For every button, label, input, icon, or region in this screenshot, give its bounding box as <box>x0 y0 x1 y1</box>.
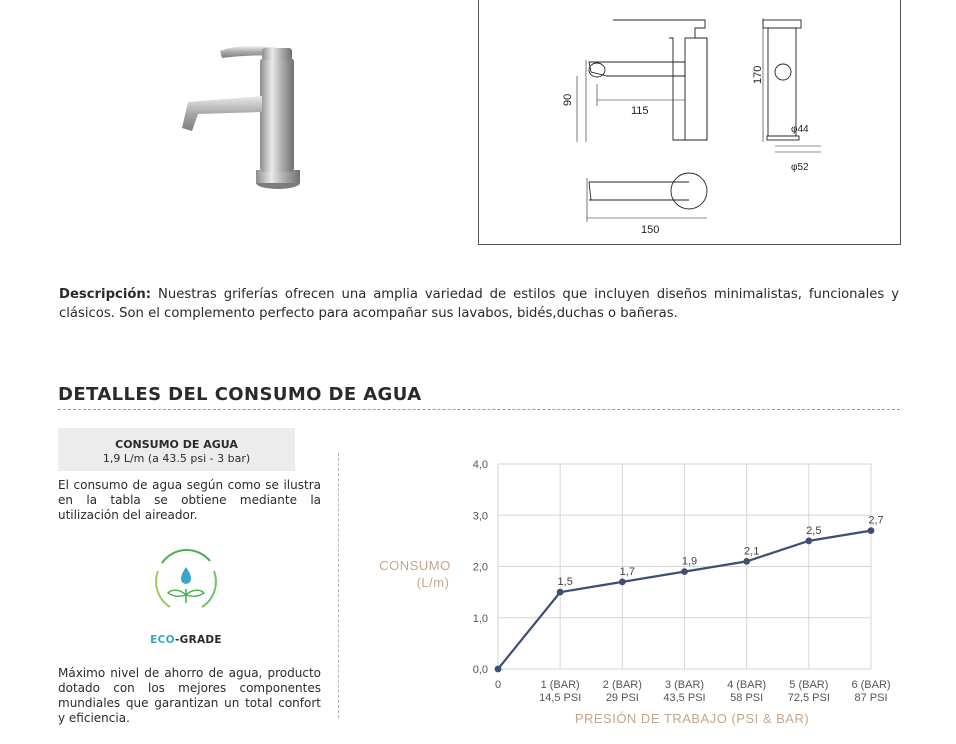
data-point <box>495 666 502 673</box>
chart-x-tick-labels <box>495 679 891 704</box>
consumption-box-title: CONSUMO DE AGUA <box>115 438 238 451</box>
x-tick-label: 3 (BAR) <box>664 679 705 691</box>
data-point <box>743 558 750 565</box>
consumption-chart <box>340 450 940 735</box>
data-point <box>868 527 875 534</box>
x-tick-sublabel: 43,5 PSI <box>663 692 706 704</box>
description-text: Nuestras griferías ofrecen una amplia variedad de estilos que incluyen diseños minimalistas, funcionales y clásicos. Son el complemento perfecto para acompañar sus lavabos, bidés,duchas o bañeras. <box>59 287 899 321</box>
x-tick-sublabel: 29 PSI <box>605 692 639 704</box>
y-tick-label: 1,0 <box>472 612 488 625</box>
chart-y-tick-labels <box>473 459 488 676</box>
data-point <box>681 568 688 575</box>
dim-170-label: 170 <box>752 65 764 84</box>
y-tick-label: 3,0 <box>472 510 488 523</box>
consumption-note: El consumo de agua según como se ilustra en la tabla se obtiene mediante la utilización del aireador. <box>58 478 321 522</box>
y-axis-title-line1: CONSUMO <box>379 558 451 573</box>
x-tick-sublabel: 72,5 PSI <box>787 692 830 704</box>
data-point <box>619 578 626 585</box>
data-point <box>557 589 564 596</box>
technical-drawing-frame <box>478 0 901 245</box>
x-tick-label: 5 (BAR) <box>789 679 829 691</box>
dim-44-label: φ44 <box>791 124 809 135</box>
dim-90-label: 90 <box>562 93 574 106</box>
technical-drawing <box>479 0 902 245</box>
column-divider <box>338 453 339 718</box>
dim-115-label: 115 <box>631 105 649 117</box>
product-description <box>59 285 899 323</box>
water-consumption-box <box>58 428 295 471</box>
dim-52-label: φ52 <box>791 162 809 173</box>
data-label: 2,5 <box>806 524 822 537</box>
saving-note: Máximo nivel de ahorro de agua, producto dotado con los mejores componentes mundiales que garantizan un total confort y eficiencia. <box>58 666 321 725</box>
eco-label-prefix: ECO <box>150 634 175 646</box>
x-tick-sublabel: 14,5 PSI <box>539 692 582 704</box>
y-tick-label: 2,0 <box>472 561 488 574</box>
eco-grade-icon <box>148 541 224 617</box>
dim-150-label: 150 <box>641 224 660 236</box>
consumption-box-value: 1,9 L/m (a 43.5 psi - 3 bar) <box>102 452 251 465</box>
eco-grade-label <box>148 634 224 646</box>
data-point <box>805 537 812 544</box>
x-tick-label: 1 (BAR) <box>540 679 580 691</box>
section-divider <box>58 409 900 410</box>
x-tick-label: 6 (BAR) <box>851 679 891 691</box>
section-title: DETALLES DEL CONSUMO DE AGUA <box>58 384 422 405</box>
data-label: 1,5 <box>557 576 573 589</box>
chart-data-labels <box>558 515 884 589</box>
data-label: 2,1 <box>744 545 760 558</box>
eco-label-suffix: -GRADE <box>175 634 222 646</box>
x-tick-label: 4 (BAR) <box>727 679 767 691</box>
faucet-product-photo <box>170 40 310 200</box>
x-tick-sublabel: 58 PSI <box>730 692 764 704</box>
x-tick-label: 2 (BAR) <box>602 679 642 691</box>
data-label: 1,9 <box>681 555 698 568</box>
x-axis-title: PRESIÓN DE TRABAJO (PSI & BAR) <box>574 711 810 726</box>
y-axis-title-line2: (L/m) <box>416 575 450 590</box>
data-label: 2,7 <box>868 514 884 527</box>
x-tick-label: 0 <box>494 679 502 691</box>
y-tick-label: 4,0 <box>472 459 488 471</box>
x-tick-sublabel: 87 PSI <box>854 692 888 704</box>
data-label: 1,7 <box>619 565 635 578</box>
y-tick-label: 0,0 <box>472 664 488 676</box>
description-label: Descripción: <box>59 287 152 302</box>
